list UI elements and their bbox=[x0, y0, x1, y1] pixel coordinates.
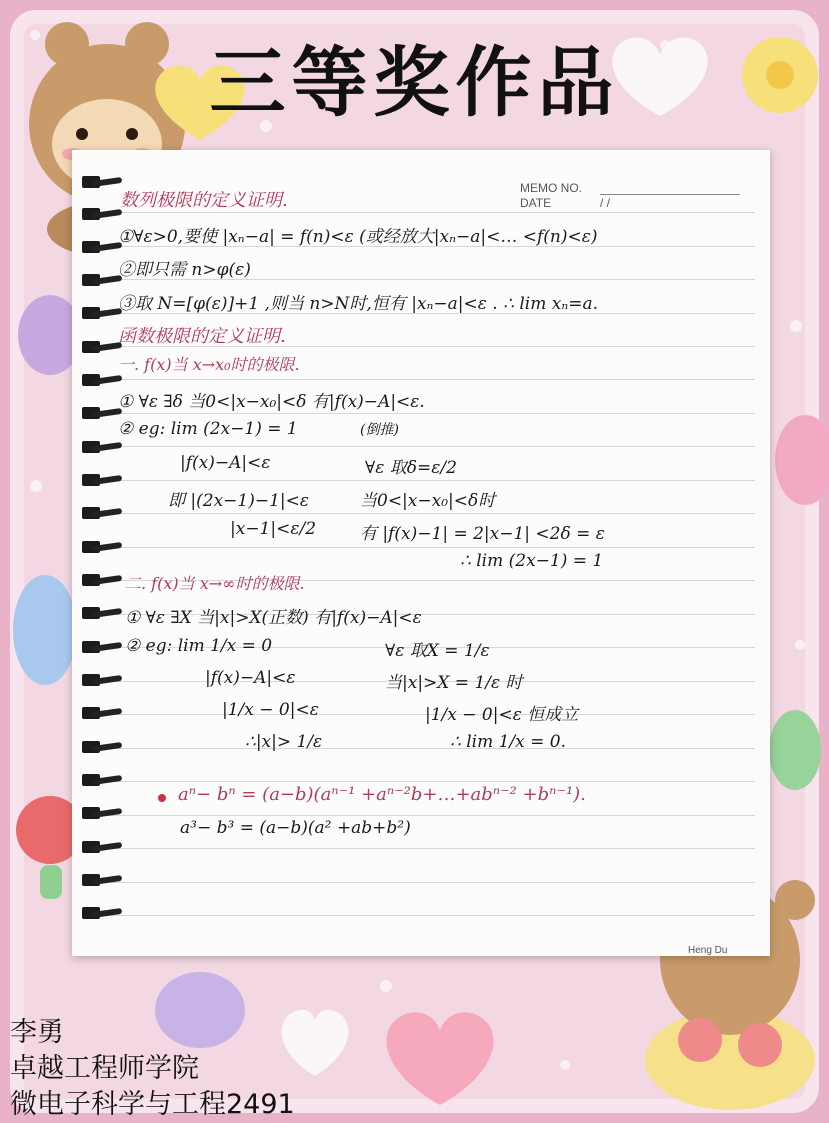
note-remark: (倒推) bbox=[360, 422, 399, 438]
formula-cube-difference: a³− b³ = (a−b)(a² +ab+b²) bbox=[180, 818, 411, 838]
ruled-line bbox=[105, 446, 755, 447]
spiral-ring bbox=[82, 673, 122, 687]
spiral-ring bbox=[82, 540, 122, 554]
spiral-ring bbox=[82, 573, 122, 587]
ruled-line bbox=[105, 781, 755, 782]
note-line: ② eg: lim (2x−1) = 1 bbox=[118, 419, 298, 439]
note-line: |f(x)−A|<ε bbox=[180, 453, 271, 473]
spiral-ring bbox=[82, 740, 122, 754]
ruled-line bbox=[105, 513, 755, 514]
memo-no-label: MEMO NO. bbox=[520, 181, 582, 195]
note-line: ∴|x|> 1/ε bbox=[245, 732, 323, 752]
note-line: |1/x − 0|<ε 恒成立 bbox=[425, 705, 579, 725]
note-line: ③取 N=[φ(ε)]+1 ,则当 n>N时,恒有 |xₙ−a|<ε . ∴ lim xₙ=a. bbox=[118, 294, 598, 314]
spiral-ring bbox=[82, 840, 122, 854]
spiral-ring bbox=[82, 906, 122, 920]
note-line: ∀ε 取δ=ε/2 bbox=[365, 458, 457, 478]
spiral-ring bbox=[82, 175, 122, 189]
flower-pink bbox=[765, 400, 829, 520]
ruled-line bbox=[105, 848, 755, 849]
spiral-ring bbox=[82, 273, 122, 287]
author-college: 卓越工程师学院 bbox=[10, 1053, 199, 1084]
spiral-ring bbox=[82, 340, 122, 354]
note-line: |x−1|<ε/2 bbox=[230, 519, 317, 539]
note-line: 即 |(2x−1)−1|<ε bbox=[168, 491, 310, 511]
spiral-ring bbox=[82, 406, 122, 420]
ruled-line bbox=[105, 748, 755, 749]
flower-blue bbox=[10, 560, 80, 720]
heart-balloon-white-small bbox=[270, 1000, 360, 1080]
note-line: ① ∀ε ∃δ 当0<|x−x₀|<δ 有|f(x)−A|<ε. bbox=[118, 392, 425, 412]
spiral-ring bbox=[82, 207, 122, 221]
subheading-x-to-x0: 一. f(x)当 x→x₀时的极限. bbox=[118, 355, 300, 374]
spiral-ring bbox=[82, 440, 122, 454]
leaf-green bbox=[760, 700, 829, 800]
ruled-line bbox=[105, 212, 755, 213]
polka-dot bbox=[795, 640, 805, 650]
note-line: ②即只需 n>φ(ε) bbox=[118, 260, 251, 280]
note-line: |f(x)−A|<ε bbox=[205, 668, 296, 688]
date-separator: / / bbox=[600, 196, 611, 210]
spiral-ring bbox=[82, 773, 122, 787]
spiral-ring bbox=[82, 240, 122, 254]
ruled-line bbox=[105, 413, 755, 414]
memo-no-line bbox=[600, 194, 740, 195]
polka-dot bbox=[30, 480, 42, 492]
ruled-line bbox=[105, 882, 755, 883]
note-line: ① ∀ε ∃X 当|x|>X(正数) 有|f(x)−A|<ε bbox=[125, 608, 422, 628]
ruled-line bbox=[105, 480, 755, 481]
heading-sequence-limit: 数列极限的定义证明. bbox=[120, 190, 288, 211]
formula-power-difference: aⁿ− bⁿ = (a−b)(aⁿ⁻¹ +aⁿ⁻²b+…+abⁿ⁻² +bⁿ⁻¹). bbox=[178, 784, 586, 805]
spiral-ring bbox=[82, 806, 122, 820]
note-line: 当0<|x−x₀|<δ时 bbox=[360, 491, 496, 511]
page-title: 三等奖作品 bbox=[209, 38, 620, 127]
note-line: ①∀ε>0,要使 |xₙ−a| = f(n)<ε (或经放大|xₙ−a|<… <f(n)<ε) bbox=[118, 227, 598, 247]
author-name: 李勇 bbox=[10, 1017, 64, 1048]
polka-dot bbox=[380, 980, 392, 992]
subheading-x-to-infinity: 二. f(x)当 x→∞时的极限. bbox=[125, 574, 305, 593]
spiral-ring bbox=[82, 606, 122, 620]
author-major: 微电子科学与工程2491 bbox=[10, 1089, 295, 1120]
spiral-ring bbox=[82, 506, 122, 520]
spiral-ring bbox=[82, 373, 122, 387]
note-line: ∴ lim 1/x = 0. bbox=[450, 732, 567, 752]
note-line: |1/x − 0|<ε bbox=[222, 700, 319, 720]
date-label: DATE bbox=[520, 196, 552, 210]
spiral-ring bbox=[82, 640, 122, 654]
polka-dot bbox=[790, 320, 802, 332]
note-line: ② eg: lim 1/x = 0 bbox=[125, 636, 273, 656]
notebook-brand: Heng Du bbox=[688, 945, 728, 956]
spiral-ring bbox=[82, 706, 122, 720]
note-line: 有 |f(x)−1| = 2|x−1| <2δ = ε bbox=[360, 524, 605, 544]
ruled-line bbox=[105, 915, 755, 916]
spiral-ring bbox=[82, 873, 122, 887]
note-line: ∀ε 取X = 1/ε bbox=[385, 641, 490, 661]
spiral-ring bbox=[82, 306, 122, 320]
polka-dot bbox=[560, 1060, 570, 1070]
spiral-ring bbox=[82, 473, 122, 487]
ruled-line bbox=[105, 815, 755, 816]
flower-lavender bbox=[150, 965, 250, 1055]
bullet-dot bbox=[158, 794, 166, 802]
ruled-line bbox=[105, 379, 755, 380]
ruled-line bbox=[105, 547, 755, 548]
note-line: ∴ lim (2x−1) = 1 bbox=[460, 551, 604, 571]
note-line: 当|x|>X = 1/ε 时 bbox=[385, 673, 523, 693]
heart-balloon-pink bbox=[370, 1000, 510, 1110]
heading-function-limit: 函数极限的定义证明. bbox=[118, 326, 286, 347]
